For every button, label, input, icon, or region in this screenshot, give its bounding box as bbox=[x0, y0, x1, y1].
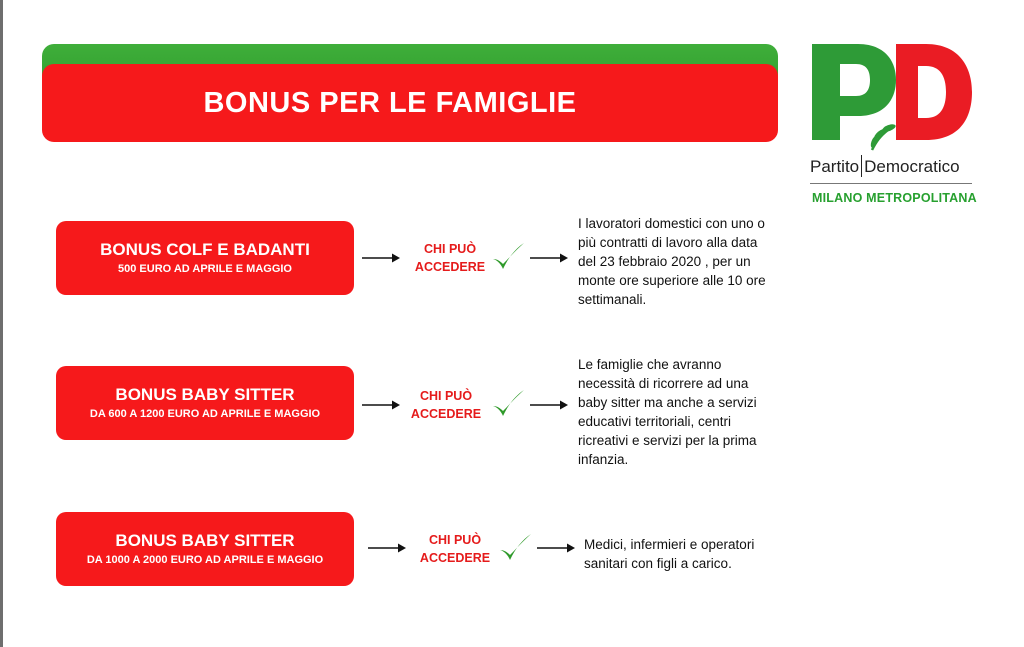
checkmark-icon bbox=[498, 533, 532, 563]
logo-party-name bbox=[810, 155, 975, 177]
bonus-title: BONUS BABY SITTER bbox=[115, 531, 295, 550]
description-line: settimanali. bbox=[578, 292, 647, 307]
arrow-right-icon bbox=[530, 252, 568, 264]
logo-subtitle: MILANO METROPOLITANA bbox=[812, 191, 977, 205]
page-left-edge bbox=[0, 0, 3, 647]
description-line: sanitari con figli a carico. bbox=[584, 556, 732, 571]
access-label-line1: CHI PUÒ bbox=[423, 242, 477, 256]
bonus-card-baby-sitter-1000 bbox=[56, 512, 354, 586]
bonus-card-baby-sitter-600 bbox=[56, 366, 354, 440]
logo-name-part2: Democratico bbox=[864, 157, 960, 176]
access-label bbox=[409, 240, 491, 276]
logo-divider bbox=[810, 183, 972, 184]
description-line: educativi territoriali, centri bbox=[578, 414, 732, 429]
access-label-line2: ACCEDERE bbox=[410, 407, 482, 421]
access-label bbox=[414, 531, 496, 567]
description-line: del 23 febbraio 2020 , per un bbox=[578, 254, 751, 269]
description-line: Le famiglie che avranno bbox=[578, 357, 722, 372]
bonus-subtitle: 500 EURO AD APRILE E MAGGIO bbox=[118, 263, 292, 275]
description-line: necessità di ricorrere ad una bbox=[578, 376, 749, 391]
checkmark-icon bbox=[491, 242, 525, 272]
access-label-line1: CHI PUÒ bbox=[419, 389, 473, 403]
description-line: più contratti di lavoro alla data bbox=[578, 235, 758, 250]
page-title: BONUS PER LE FAMIGLIE bbox=[203, 86, 577, 119]
access-label-line2: ACCEDERE bbox=[414, 260, 486, 274]
pd-logo bbox=[810, 42, 980, 212]
bonus-description bbox=[578, 214, 766, 309]
bonus-subtitle: DA 600 A 1200 EURO AD APRILE E MAGGIO bbox=[89, 408, 321, 420]
description-line: ricreativi e servizi per la prima bbox=[578, 433, 757, 448]
access-label-line1: CHI PUÒ bbox=[428, 533, 482, 547]
arrow-right-icon bbox=[362, 399, 400, 411]
bonus-subtitle: DA 1000 A 2000 EURO AD APRILE E MAGGIO bbox=[86, 554, 324, 566]
description-line: monte ore superiore alle 10 ore bbox=[578, 273, 766, 288]
arrow-right-icon bbox=[368, 542, 406, 554]
header-banner bbox=[42, 64, 778, 142]
logo-name-divider bbox=[861, 155, 862, 177]
checkmark-icon bbox=[491, 389, 525, 419]
description-line: I lavoratori domestici con uno o bbox=[578, 216, 765, 231]
logo-name-part1: Partito bbox=[810, 157, 860, 176]
bonus-description bbox=[584, 535, 754, 573]
description-line: infanzia. bbox=[578, 452, 629, 467]
description-line: Medici, infermieri e operatori bbox=[584, 537, 755, 552]
description-line: baby sitter ma anche a servizi bbox=[578, 395, 757, 410]
bonus-title: BONUS COLF E BADANTI bbox=[100, 240, 310, 259]
arrow-right-icon bbox=[537, 542, 575, 554]
bonus-description bbox=[578, 355, 757, 469]
access-label bbox=[405, 387, 487, 423]
bonus-title: BONUS BABY SITTER bbox=[115, 385, 295, 404]
bonus-card-colf-badanti bbox=[56, 221, 354, 295]
access-label-line2: ACCEDERE bbox=[419, 551, 491, 565]
arrow-right-icon bbox=[362, 252, 400, 264]
pd-logo-mark bbox=[810, 42, 980, 152]
arrow-right-icon bbox=[530, 399, 568, 411]
